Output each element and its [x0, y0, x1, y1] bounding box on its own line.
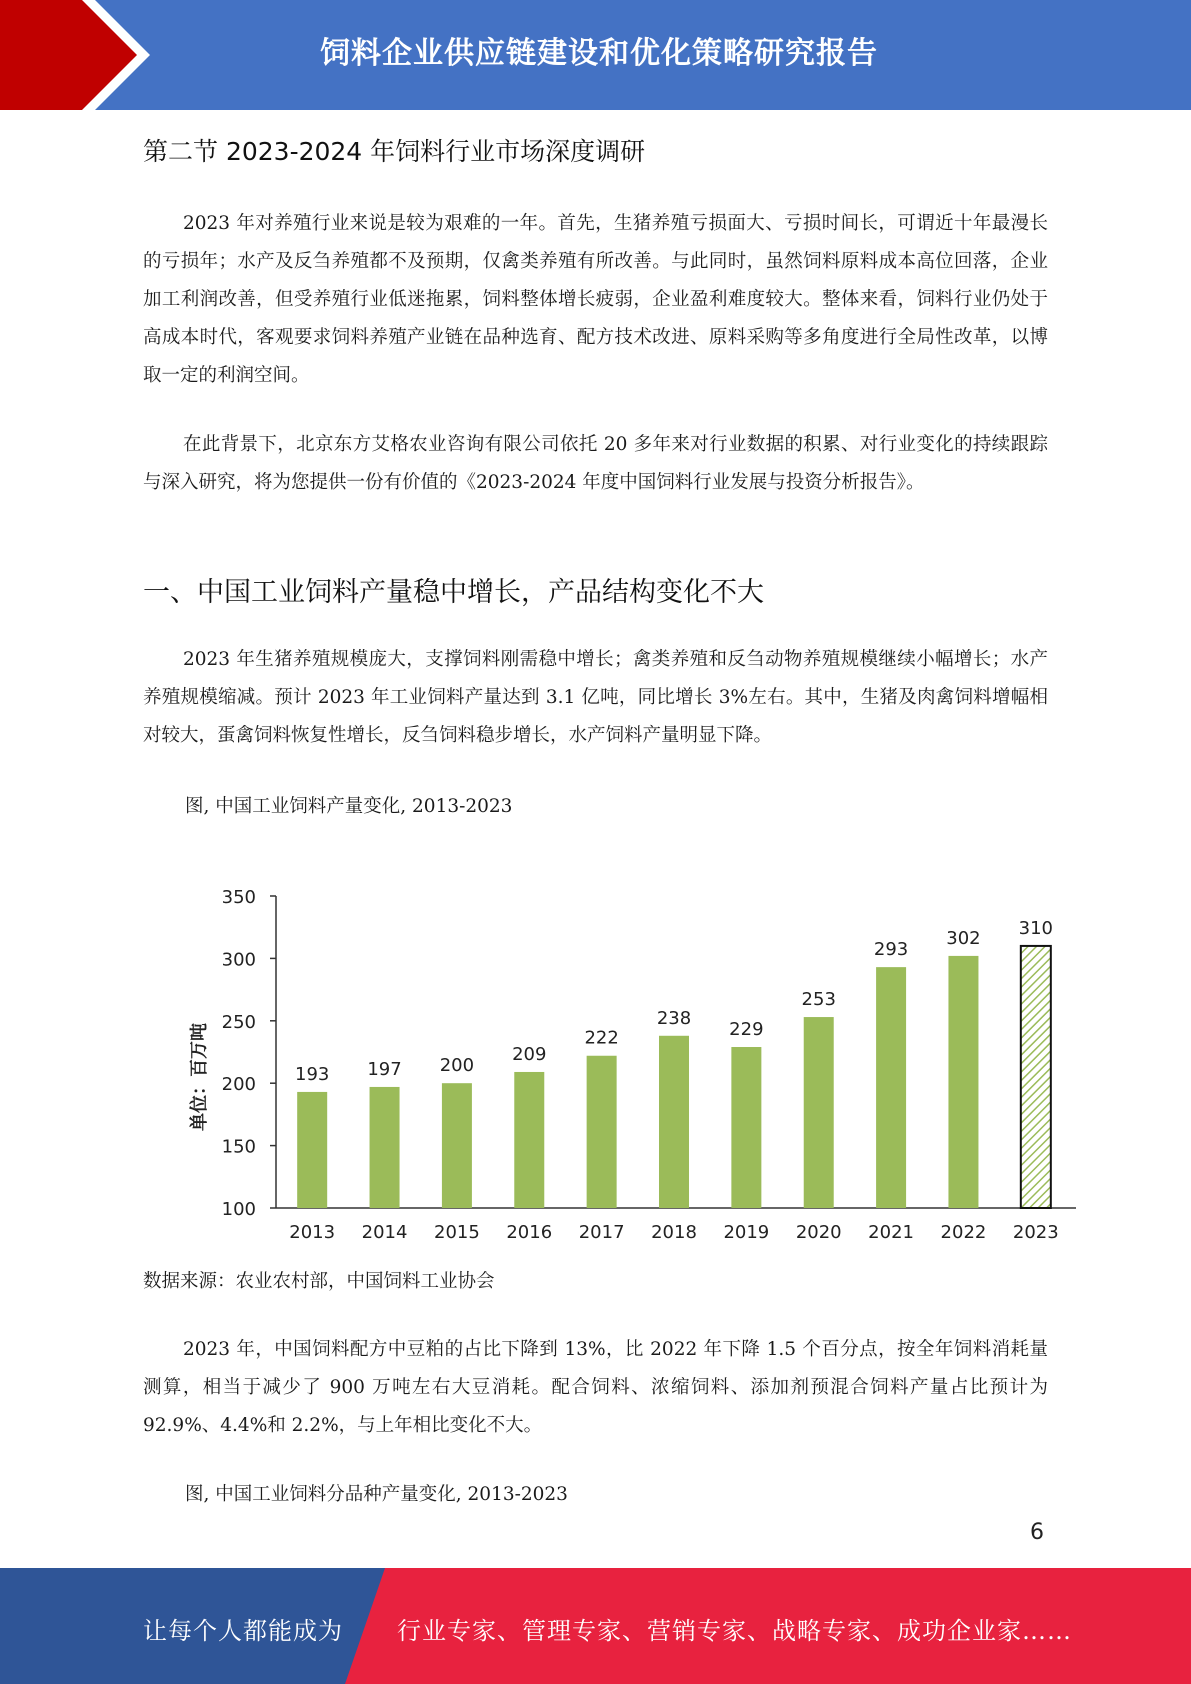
- y-tick-label: 250: [221, 1011, 256, 1033]
- bar-2013: [297, 1092, 327, 1208]
- x-tick-label: 2015: [434, 1222, 480, 1243]
- data-source-note: 数据来源：农业农村部，中国饲料工业协会: [143, 1271, 495, 1292]
- bar-2019: [731, 1047, 761, 1208]
- report-title: 饲料企业供应链建设和优化策略研究报告: [320, 36, 878, 71]
- x-tick-label: 2017: [578, 1222, 625, 1243]
- page-number: 6: [1030, 1520, 1044, 1545]
- bar-value-label: 293: [873, 939, 909, 961]
- footer-slogan-right: 行业专家、管理专家、营销专家、战略专家、成功企业家……: [397, 1617, 1072, 1645]
- x-tick-label: 2021: [868, 1222, 914, 1243]
- footer-slogan-left: 让每个人都能成为: [143, 1617, 343, 1645]
- x-tick-label: 2020: [795, 1222, 842, 1243]
- bar-value-label: 222: [584, 1027, 619, 1049]
- bar-value-label: 238: [656, 1007, 692, 1029]
- section-title: 第二节 2023-2024 年饲料行业市场深度调研: [143, 137, 646, 166]
- bar-value-label: 310: [1018, 917, 1053, 939]
- feed-production-bar-chart: [170, 870, 1090, 1250]
- x-tick-label: 2018: [651, 1222, 697, 1243]
- x-tick-label: 2016: [506, 1222, 553, 1243]
- bar-2017: [587, 1056, 617, 1208]
- y-tick-label: 350: [221, 887, 256, 908]
- paragraph-production: 2023 年生猪养殖规模庞大，支撑饲料刚需稳中增长；禽类养殖和反刍动物养殖规模继续小幅增长；水产养殖规模缩减。预计 2023 年工业饲料产量达到 3.1 亿吨，同比增长 3%左右。其中，生猪及肉禽饲料增幅相对较大，蛋禽饲料恢复性增长，反刍饲料稳步增长，水产饲料产量明显下降。: [143, 649, 1048, 746]
- bar-2015: [442, 1083, 472, 1208]
- bar-value-label: 197: [367, 1058, 402, 1080]
- bar-2016: [514, 1072, 544, 1208]
- y-axis-title: 单位：百万吨: [189, 1023, 210, 1131]
- x-tick-label: 2023: [1012, 1222, 1059, 1243]
- bar-2014: [370, 1087, 400, 1208]
- y-tick-label: 150: [221, 1136, 256, 1158]
- x-tick-label: 2014: [361, 1222, 408, 1243]
- paragraph-background: 在此背景下，北京东方艾格农业咨询有限公司依托 20 多年来对行业数据的积累、对行业变化的持续跟踪与深入研究，将为您提供一份有价值的《2023-2024 年度中国饲料行业发展与投资分析报告》。: [143, 434, 1048, 493]
- y-tick-label: 200: [221, 1074, 256, 1096]
- bar-value-label: 302: [946, 927, 981, 949]
- bar-value-label: 229: [729, 1019, 764, 1041]
- figure2-caption: 图, 中国工业饲料分品种产量变化, 2013-2023: [185, 1484, 568, 1505]
- bar-value-label: 200: [439, 1055, 475, 1077]
- x-tick-label: 2013: [289, 1222, 336, 1243]
- y-tick-label: 300: [221, 949, 256, 971]
- bar-2020: [804, 1017, 834, 1208]
- report-header: [0, 0, 1191, 110]
- paragraph-soymeal: 2023 年，中国饲料配方中豆粕的占比下降到 13%，比 2022 年下降 1.5 个百分点，按全年饲料消耗量测算，相当于减少了 900 万吨左右大豆消耗。配合饲料、浓缩饲料、添加剂预混合饲料产量占比预计为 92.9%、4.4%和 2.2%，与上年相比变化不大。: [143, 1339, 1048, 1436]
- figure1-caption: 图, 中国工业饲料产量变化, 2013-2023: [185, 796, 513, 817]
- bar-2021: [876, 967, 906, 1208]
- bar-value-label: 253: [801, 989, 836, 1011]
- bar-value-label: 193: [295, 1063, 330, 1085]
- bar-2023: [1021, 946, 1051, 1208]
- x-tick-label: 2022: [940, 1222, 987, 1243]
- header-red-arrow: [0, 0, 170, 110]
- bar-2022: [948, 956, 978, 1208]
- subheading: 一、中国工业饲料产量稳中增长，产品结构变化不大: [143, 577, 764, 608]
- x-tick-label: 2019: [723, 1222, 770, 1243]
- paragraph-intro: 2023 年对养殖行业来说是较为艰难的一年。首先，生猪养殖亏损面大、亏损时间长，可谓近十年最漫长的亏损年；水产及反刍养殖都不及预期，仅禽类养殖有所改善。与此同时，虽然饲料原料成本高位回落，企业加工利润改善，但受养殖行业低迷拖累，饲料整体增长疲弱，企业盈利难度较大。整体来看，饲料行业仍处于高成本时代，客观要求饲料养殖产业链在品种选育、配方技术改进、原料采购等多角度进行全局性改革，以博取一定的利润空间。: [143, 213, 1048, 386]
- bar-value-label: 209: [512, 1043, 547, 1065]
- bar-2018: [659, 1036, 689, 1208]
- y-tick-label: 100: [221, 1199, 256, 1220]
